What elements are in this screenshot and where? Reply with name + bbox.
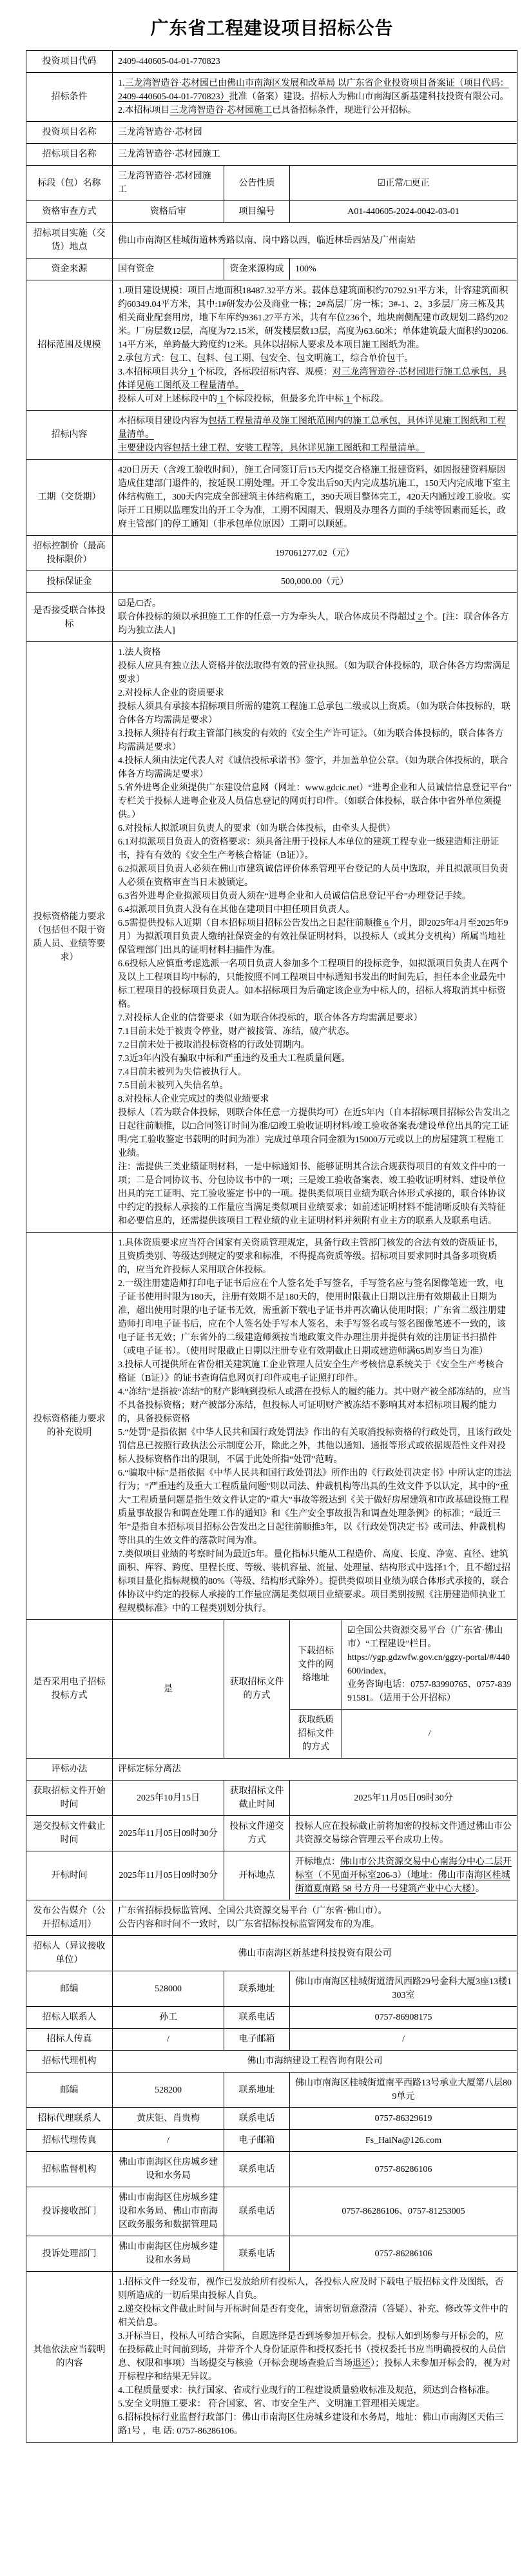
row-agency-fax [26,2130,517,2152]
paper-doc-value: / [342,1710,517,1759]
tender-conditions-label: 招标条件 [26,73,113,122]
investment-name-value: 三龙湾智造谷·芯材园 [113,122,517,144]
complaint-receiving-value: 佛山市南海区住房城乡建设和水务局、佛山市南海区政务服务和数据管理局 [113,2187,224,2236]
row-agency-contact [26,2108,517,2130]
tenderer-contact-label: 招标人联系人 [26,2007,113,2029]
download-address-label: 下载招标文件的网络地址 [290,1620,342,1710]
tender-scope-value: 1.项目建设规模：项目占地面积18487.32平方米。载体总建筑面积约70792.91平方米，计容建筑面积约60349.04平方米，其中:1#研发办公及商业一栋；2#高层厂房一栋；3#-1、2、3多层厂房三栋及其相关商业配套用房，地下车库约9361.27平方米，共有车位236个，地块南侧配建市政规划二路约202米。厂房层数12层，高度为72.15米，研发楼层数13层，高度为63.60米；单体建筑最大面积约30206.14平方米，单跨最大跨度约12米。具体以招标人要求及本项目施工图纸为准。 2.承包方式：包工、包料、包工期、包安全、包文明施工，综合单价包干。 3.本招标项目共分 1 个标段，各标段招标内容、规模：对三龙湾智造谷·芯材园进行施工总承包，具体详见施工图纸及工程量清单。 投标人可对上述标段中的 1 个标段投标，但最多允许中标 1 个标段。 [113,280,517,411]
announcement-media-value: 广东省招标投标监管网、全国公共资源交易平台（广东省·佛山市）。 公告内容和时间不一致时，以广东省招标投标监管网发布的为准。 [113,1900,517,1936]
row-tenderer-fax [26,2029,517,2051]
complaint-receiving-phone-value: 0757-86286106、0757-81253005 [290,2187,517,2236]
fund-source-label: 资金来源 [26,259,113,280]
row-tenderer-contact [26,2007,517,2029]
evaluation-method-value: 评标定标分离法 [113,1759,517,1781]
row-tender-scope [26,280,517,411]
qualification-notes-label: 投标资格能力要求的补充说明 [26,1233,113,1620]
row-tender-project-name [26,144,517,166]
row-tenderer [26,1936,517,1971]
submit-method-label: 投标文件递交方式 [224,1816,290,1851]
qualification-review-value: 资格后审 [113,201,224,223]
agency-postcode-value: 528200 [113,2073,224,2108]
fund-source-value: 国有资金 [113,259,224,280]
complaint-handling-phone-value: 0757-86286106 [290,2236,517,2272]
agency-phone-value: 0757-86329619 [290,2108,517,2130]
row-supervisor [26,2152,517,2187]
agency-contact-value: 黄庆钜、肖贵梅 [113,2108,224,2130]
submit-deadline-value: 2025年11月05日09时30分 [113,1816,224,1851]
tender-conditions-value: 1.三龙湾智造谷·芯材园已由佛山市南海区发展和改革局 以广东省企业投资项目备案证（项目代码：2409-440605-04-01-770823）批准（备案）建设。招标人为佛山市南海区新基建科技投资有限公司。 2.本招标项目三龙湾智造谷·芯材园施工已具备招标条件，现进行公开招标。 [113,73,517,122]
bid-bond-label: 投标保证金 [26,571,113,593]
tender-scope-label: 招标范围及规模 [26,280,113,411]
supervisor-value: 佛山市南海区住房城乡建设和水务局 [113,2152,224,2187]
complaint-handling-phone-label: 联系电话 [224,2236,290,2272]
agency-fax-label: 招标代理传真 [26,2130,113,2152]
row-qualification-requirements [26,642,517,1233]
tender-content-value: 本招标项目建设内容为包括工程量清单及施工图纸范围内的施工总承包，具体详见施工图纸和工程量清单。 主要建设内容包括土建工程、安装工程等，具体详见施工图纸和工程量清单。 [113,411,517,460]
e-bidding-label: 是否采用电子招标投标方式 [26,1620,113,1759]
row-duration [26,460,517,536]
tenderer-postcode-label: 邮编 [26,1971,113,2007]
row-doc-obtain-time [26,1781,517,1816]
row-consortium [26,593,517,642]
agency-postcode-label: 邮编 [26,2073,113,2108]
row-investment-code [26,51,517,73]
row-section-name [26,166,517,201]
investment-code-label: 投资项目代码 [26,51,113,73]
qualification-requirements-value: 1.法人资格 投标人应具有独立法人资格并依法取得有效的营业执照。（如为联合体投标的，联合体各方均需满足要求） 2.对投标人企业的资质要求 投标人须具有承接本招标项目所需的建筑工程施工总承包二级或以上资质。（如为联合体投标的，联合体各方均需满足要求） 3.投标人须持有行政主管部门核发的有效的《安全生产许可证》。（如为联合体投标的，联合体各方均需满足要求） 4.投标人须由法定代表人对《诚信投标承诺书》签字，并加盖单位公章。（如为联合体投标的，联合体各方均需满足要求） 5.省外进粤企业须提供广东建设信息网（网址：www.gdcic.net）“进粤企业和人员诚信信息登记平台”专栏关于投标人进粤企业及人员信息登记的网页打印件。（如联合体投标，联合体中省外单位须提供。） 6.对投标人拟派项目负责人的要求（如为联合体投标，由牵头人提供） 6.1对拟派项目负责人的资格要求：须具备注册于投标人本单位的建筑工程专业一级建造师注册证书，持有有效的《安全生产考核合格证（B证）》。 6.2拟派项目负责人必须在佛山市建筑诚信评价体系管理平台登记的人员中选取，并且拟派项目负责人必须在资格审查当日未被锁定。 6.3省外进粤企业拟派项目负责人须在“进粤企业和人员诚信信息登记平台”办理登记手续。 6.4拟派项目负责人没有在其他在建项目中担任项目负责人。 6.5需提供投标人近期（自本招标项目招标公告发出之日起往前顺推 6 个月，即2025年4月至2025年9月）为拟派项目负责人缴纳社保资金的有效社保证明材料，以投标人（或其分支机构）所属当地社保管理部门出具的证明材料扫描件为准。 6.6投标人应慎重考虑选派一名项目负责人参加多个工程项目的投标竞争，如拟派项目负责人在两个及以上工程项目均中标的，只能按照不同工程项目中标通知书发出的时间先后，担任本企业最先中标工程项目的投标项目负责人。如本招标项目为后确定该企业为中标人的，招标人将取消其中标资格。 7.对投标人企业的信誉要求（如为联合体投标的，联合体各方均需满足要求） 7.1目前未处于被责令停业，财产被接管、冻结，破产状态。 7.2目前未处于被取消投标资格的行政处罚期内。 7.3近3年内没有骗取中标和严重违约及重大工程质量问题。 7.4目前未被列为失信被执行人。 7.5目前未被列入失信名单。 8.对投标人企业完成过的类似业绩要求 投标人（若为联合体投标，则联合体任意一方提供均可）在近5年内（自本招标项目招标公告发出之日起往前顺推，以□合同签订时间为准/☑竣工验收证明材料/竣工验收备案表/建设单位出具的完工证明/完工验收鉴定书载明的时间为准）完成过单项合同金额为15000万元或以上的房屋建筑工程施工业绩。 注：需提供三类业绩证明材料，一是中标通知书、能够证明其合法合规获得项目的有效文件中的一项；二是合同协议书、分包协议书中的一项；三是竣工验收备案表、竣工验收证明材料、建设单位出具的完工证明、完工验收鉴定书中的一项。提供类似项目业绩为联合体形式承接的，联合体协议中约定的投标人承接的工作量应当满足类似项目业绩要求；如前述证明材料不能清晰反映有关特征和必要信息的，还需提供该项目工程业绩的业主证明材料并须附有业主方的联系人及联系电话。 [113,642,517,1233]
consortium-value: ☑是/□否。 联合体投标的须以承担施工工作的任意一方为牵头人，联合体成员不得超过 2 个。[注：联合体各方均为独立法人] [113,593,517,642]
project-number-value: A01-440605-2024-0042-03-01 [290,201,517,223]
doc-start-label: 获取招标文件开始时间 [26,1781,113,1816]
project-location-label: 招标项目实施（交货）地点 [26,223,113,259]
doc-deadline-value: 2025年11月05日09时30分 [290,1781,517,1816]
agency-email-label: 电子邮箱 [224,2130,290,2152]
other-items-value: 1.招标文件一经发布，视作已发放给所有投标人，各投标人应及时下载电子版招标文件及图纸，否则所造成的一切后果由投标人自负。 2.递交投标文件截止时间与开标时间是否有变化，请密切留意澄清（答疑）、补充、修改等文件中的相关信息。 3.开标当日，投标人可结合实际，自愿选择是否到场参加开标会。投标人如到场参与开标会的，应在投标截止时间前到场，并带齐个人身份证原件和授权委托书（授权委托书应当明确授权的人员信息、权限和事项）当场提交与核验（开标会现场查验后当场退还）；投标人未参加开标会的，视为对开标程序和结果无异议。 4.工程质量要求：执行国家、省或行业现行的工程建设质量验收标准及规范，须达到合格标准。 5.安全文明施工要求： 符合国家、省、市安全生产、文明施工管理相关规定。 6.招标投标行业监督行政部门：佛山市南海区住房城乡建设和水务局，地址：佛山市南海区天佑三路1号 ，电 话: 0757-86286106。 [113,2272,517,2443]
tenderer-postcode-value: 528000 [113,1971,224,2007]
row-project-location [26,223,517,259]
complaint-handling-label: 投诉处理部门 [26,2236,113,2272]
announcement-media-label: 发布公告媒介（公开招标适用） [26,1900,113,1936]
row-other-items [26,2272,517,2443]
doc-start-value: 2025年10月15日 [113,1781,224,1816]
row-e-bidding [26,1620,517,1710]
duration-label: 工期（交货期） [26,460,113,536]
row-tender-content [26,411,517,460]
row-control-price [26,536,517,571]
agency-label: 招标代理机构 [26,2051,113,2073]
doc-obtain-method-label: 获取招标文件的方式 [224,1620,290,1759]
tender-project-name-value: 三龙湾智造谷·芯材园施工 [113,144,517,166]
complaint-handling-value: 佛山市南海区住房城乡建设和水务局 [113,2236,224,2272]
tenderer-email-label: 电子邮箱 [224,2029,290,2051]
row-evaluation-method [26,1759,517,1781]
row-agency [26,2051,517,2073]
fund-composition-label: 资金来源构成 [224,259,290,280]
opening-place-label: 开标地点 [224,1851,290,1900]
submit-method-value: 投标人应在投标截止前将加密的投标文件通过佛山市公共资源交易综合管理云平台成功上传。 [290,1816,517,1851]
qualification-review-label: 资格审查方式 [26,201,113,223]
supervisor-label: 招标监督机构 [26,2152,113,2187]
row-bid-bond [26,571,517,593]
supervisor-phone-label: 联系电话 [224,2152,290,2187]
investment-code-value: 2409-440605-04-01-770823 [113,51,517,73]
duration-value: 420日历天（含竣工验收时间），施工合同签订后15天内提交合格施工报建资料，如因报建资料原因造成住建部门退件的，按延误工期处理。开工令发出后90天内完成基坑施工，150天内完成地下室主体结构施工，300天内完成全部建筑主体结构施工，390天项目整体完工，420天内通过竣工验收。实际开工日期以监理发出的开工令为准，工期不因雨天、假期及办理各方面的手续等因素而延长，政府主管部门的停工通知（非承包单位原因）工期可以顺延。 [113,460,517,536]
row-fund-source [26,259,517,280]
e-bidding-value: 是 [113,1620,224,1759]
announcement-nature-value: ☑正常/□更正 [290,166,517,201]
row-tenderer-postcode [26,1971,517,2007]
control-price-value: 197061277.02（元） [113,536,517,571]
tenderer-email-value: / [290,2029,517,2051]
section-name-value: 三龙湾智造谷·芯材园施工 [113,166,224,201]
tenderer-address-label: 联系地址 [224,1971,290,2007]
row-investment-name [26,122,517,144]
qualification-notes-value: 1.具体资质要求应当符合国家有关资质管理规定，具备行政主管部门核发的合法有效的资质证书，且资质类别、等级达到规定的要求和标准，不得提高资质等级。招标项目要求同时具备多项资质的，应当允许投标人采用联合体投标。 2.一级注册建造师打印电子证书后应在个人签名处手写签名，手写签名应与签名图像笔迹一致，电子证书使用时限为180天，注册有效期不足180天的，使用时限截止日期以注册有效期截止日期为准，超出使用时限的电子证书无效，需重新下载电子证书并再次确认使用时限；广东省二级注册建造师打印电子证书后，应在个人签名处手写本人签名，未手写签名或与签名图像笔迹不一致的，该电子证书无效；广东省外的二级建造师须按当地政策文件办理注册并提供有效的注册证书扫描件（或电子证书）。（使用时限截止日期以注册专业有效期截止日期或建造师满65周岁当日为准） 3.投标人可提供所在省份相关建筑施工企业管理人员安全生产考核信息系统关于《安全生产考核合格证（B证）》的证书查询信息网页打印件或电子证照打印件。 4.“冻结”是指被“冻结”的财产影响到投标人或潜在投标人的履约能力。其中财产被全部冻结的，应当不具备投标资格；财产被部分冻结，但投标人可证明财产被冻结不影响其对本招标项目履约能力的，具备投标资格 5.“处罚”是指依据《中华人民共和国行政处罚法》作出的有关取消投标资格的行政处罚，且该行政处罚信息已按照行政执法公示制度公开，除此之外，其他以通知、通报等形式或依据规范性文件对投标人投标资格作出的限制，不属于此处所指“处罚”范畴。 6.“骗取中标”是指依据《中华人民共和国行政处罚法》所作出的《行政处罚决定书》中所认定的违法行为；“严重违约及重大工程质量问题”则以司法、仲裁机构等出具的生效文件予以认定，其中的“重大”工程质量问题是指生效文件认定的“重大”事故等级达到《关于做好房屋建筑和市政基础设施工程质量事故报告和调查处理工作的通知》和《生产安全事故报告和调查处理条例》的标准；“最近三年”是指自本招标项目招标公告发出之日起往前顺推3年，以《行政处罚决定书》或司法、仲裁机构等出具的生效文件的落款时间为准。 7.类似项目业绩的考察时间为最近5年。量化指标只能从工程造价、高度、长度、净宽、直径、建筑面积、库容、跨度、里程长度、等级、装机容量、流量、处理量、结构形式中选择1个，且不超过招标项目量化指标规模的80%（等级、结构形式除外）。提供类似项目业绩为联合体形式承接的，联合体协议中约定的投标人承接的工作量应满足类似项目业绩要求。项目类别按照《注册建造师执业工程规模标准》中的工程类别划分执行。 [113,1233,517,1620]
row-announcement-media [26,1900,517,1936]
evaluation-method-label: 评标办法 [26,1759,113,1781]
qualification-requirements-label: 投标资格能力要求（包括但不限于资质人员、业绩等要求） [26,642,113,1233]
investment-name-label: 投资项目名称 [26,122,113,144]
announcement-table [26,50,517,2443]
control-price-label: 招标控制价（最高投标限价） [26,536,113,571]
row-complaint-handling [26,2236,517,2272]
consortium-label: 是否接受联合体投标 [26,593,113,642]
fund-composition-value: 100% [290,259,517,280]
opening-time-label: 开标时间 [26,1851,113,1900]
bid-bond-value: 500,000.00（元） [113,571,517,593]
row-complaint-receiving [26,2187,517,2236]
doc-deadline-label: 获取招标文件截止时间 [224,1781,290,1816]
row-qualification-review [26,201,517,223]
agency-address-value: 佛山市南海区桂城街道南平西路13号承业大厦第八层809单元 [290,2073,517,2108]
download-address-value: ☑全国公共资源交易平台（广东省·佛山市）“工程建设”栏目。 https://ygp.gdzwfw.gov.cn/ggzy-portal/#/440600/index， 业务咨询电话：0757-83990765、0757-83991581。（适用于公开招标） [342,1620,517,1710]
paper-doc-label: 获取纸质招标文件的方式 [290,1710,342,1759]
section-name-label: 标段（包）名称 [26,166,113,201]
opening-place-value: 开标地点：佛山市公共资源交易中心南海分中心二层开标室（不见面开标室206-3）（地址：佛山市南海区桂城街道夏南路 58 号方舟一号建筑产业中心大楼）。 [290,1851,517,1900]
tenderer-contact-value: 孙工 [113,2007,224,2029]
announcement-page [0,14,531,2466]
row-bid-opening [26,1851,517,1900]
tenderer-phone-label: 联系电话 [224,2007,290,2029]
opening-time-value: 2025年11月05日09时30分 [113,1851,224,1900]
submit-deadline-label: 递交投标文件截止时间 [26,1816,113,1851]
tender-content-label: 招标内容 [26,411,113,460]
agency-value: 佛山市海纳建设工程咨询有限公司 [113,2051,517,2073]
row-qualification-notes [26,1233,517,1620]
tenderer-label: 招标人（异议接收单位） [26,1936,113,1971]
announcement-nature-label: 公告性质 [224,166,290,201]
complaint-receiving-label: 投诉接收部门 [26,2187,113,2236]
agency-phone-label: 联系电话 [224,2108,290,2130]
agency-address-label: 联系地址 [224,2073,290,2108]
tenderer-fax-label: 招标人传真 [26,2029,113,2051]
project-location-value: 佛山市南海区桂城街道林秀路以南、岗中路以西，临近林岳西站及广州南站 [113,223,517,259]
agency-email-value: Fs_HaiNa@126.com [290,2130,517,2152]
project-number-label: 项目编号 [224,201,290,223]
agency-contact-label: 招标代理联系人 [26,2108,113,2130]
complaint-receiving-phone-label: 联系电话 [224,2187,290,2236]
tenderer-value: 佛山市南海区新基建科技投资有限公司 [113,1936,517,1971]
other-items-label: 其他依法应当载明的内容 [26,2272,113,2443]
row-submit-deadline [26,1816,517,1851]
tender-project-name-label: 招标项目名称 [26,144,113,166]
row-tender-conditions [26,73,517,122]
tenderer-address-value: 佛山市南海区桂城街道清风西路29号金科大厦3座13楼1303室 [290,1971,517,2007]
tenderer-phone-value: 0757-86908175 [290,2007,517,2029]
tenderer-fax-value: / [113,2029,224,2051]
agency-fax-value: / [113,2130,224,2152]
row-agency-postcode [26,2073,517,2108]
page-title: 广东省工程建设项目招标公告 [150,19,394,39]
supervisor-phone-value: 0757-86286106 [290,2152,517,2187]
